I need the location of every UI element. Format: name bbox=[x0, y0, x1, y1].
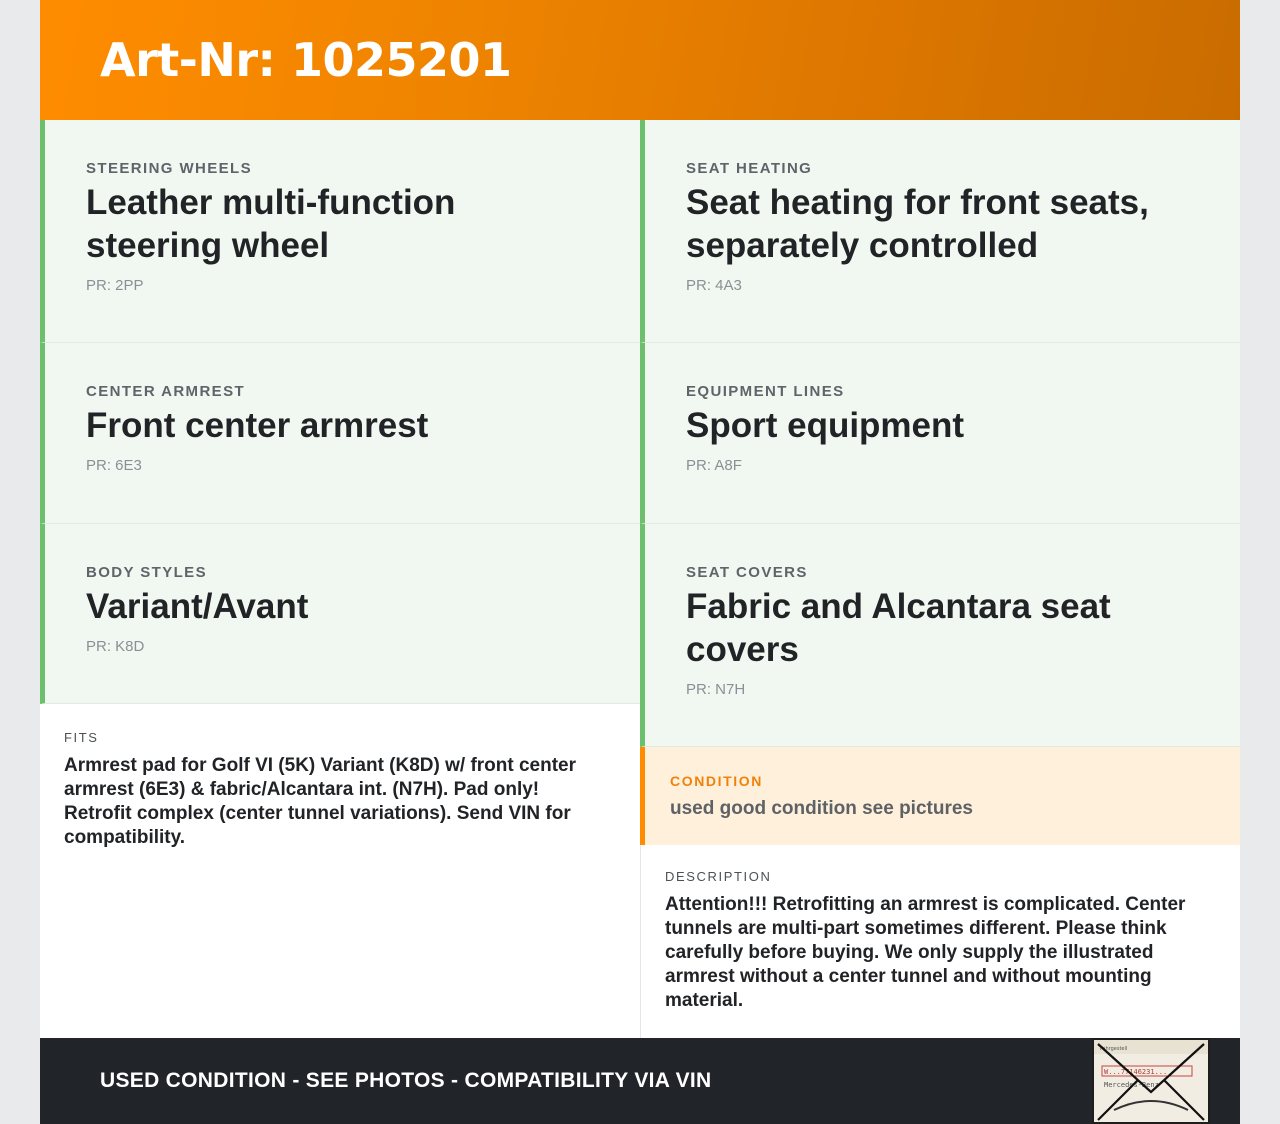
stamp-vin-text: W...77146231... bbox=[1104, 1068, 1168, 1076]
feature-card-equipment-lines bbox=[640, 343, 1240, 524]
feature-category: STEERING WHEELS bbox=[86, 160, 253, 177]
page-title: Art-Nr: 1025201 bbox=[100, 33, 512, 87]
description-text: Attention!!! Retrofitting an armrest is complicated. Center tunnels are multi-part sometimes different. Please think carefully before buying. We only supply the illustrated armrest without a center tunnel and without mounting material. bbox=[665, 894, 1186, 1011]
feature-title: Fabric and Alcantara seat covers bbox=[686, 587, 1111, 669]
left-column bbox=[40, 120, 640, 850]
feature-card-steering-wheels bbox=[40, 120, 640, 343]
product-sheet bbox=[40, 0, 1240, 1124]
feature-card-seat-covers bbox=[640, 524, 1240, 747]
feature-card-body-styles bbox=[40, 524, 640, 704]
description-section bbox=[640, 845, 1240, 1038]
fits-text: Armrest pad for Golf VI (5K) Variant (K8D) w/ front center armrest (6E3) & fabric/Alcantara int. (N7H). Pad only! Retrofit complex (center tunnel variations). Send VIN for compatibility. bbox=[64, 755, 577, 848]
stamp-bottom-label: Mercedes-Benz bbox=[1104, 1081, 1159, 1089]
feature-category: SEAT COVERS bbox=[686, 564, 808, 581]
right-column bbox=[640, 120, 1240, 1038]
feature-title: Variant/Avant bbox=[86, 587, 309, 626]
footer-tagline: USED CONDITION - SEE PHOTOS - COMPATIBILITY VIA VIN bbox=[100, 1069, 712, 1092]
stamp-top-label: Fahrgestell bbox=[1100, 1046, 1128, 1052]
feature-card-seat-heating bbox=[640, 120, 1240, 343]
vin-plate-image bbox=[1094, 1040, 1208, 1122]
header-banner bbox=[40, 0, 1240, 120]
feature-pr-code: PR: K8D bbox=[86, 638, 145, 655]
feature-category: EQUIPMENT LINES bbox=[686, 383, 845, 400]
feature-title: Front center armrest bbox=[86, 406, 429, 445]
feature-pr-code: PR: 6E3 bbox=[86, 457, 142, 474]
fits-label: FITS bbox=[64, 730, 99, 745]
condition-label: CONDITION bbox=[670, 773, 763, 789]
feature-title: Leather multi-function steering wheel bbox=[86, 183, 456, 265]
feature-category: SEAT HEATING bbox=[686, 160, 813, 177]
condition-box bbox=[640, 747, 1240, 845]
condition-value: used good condition see pictures bbox=[670, 798, 973, 819]
feature-title: Sport equipment bbox=[686, 406, 965, 445]
fits-section bbox=[40, 704, 640, 850]
feature-pr-code: PR: A8F bbox=[686, 457, 742, 474]
feature-pr-code: PR: 4A3 bbox=[686, 277, 742, 294]
feature-pr-code: PR: 2PP bbox=[86, 277, 144, 294]
vin-plate-thumbnail bbox=[1092, 1038, 1210, 1124]
footer-bar bbox=[40, 1038, 1240, 1124]
feature-card-center-armrest bbox=[40, 343, 640, 524]
feature-category: BODY STYLES bbox=[86, 564, 207, 581]
feature-title: Seat heating for front seats, separately controlled bbox=[686, 183, 1149, 265]
feature-category: CENTER ARMREST bbox=[86, 383, 246, 400]
description-label: DESCRIPTION bbox=[665, 869, 772, 884]
feature-pr-code: PR: N7H bbox=[686, 681, 746, 698]
